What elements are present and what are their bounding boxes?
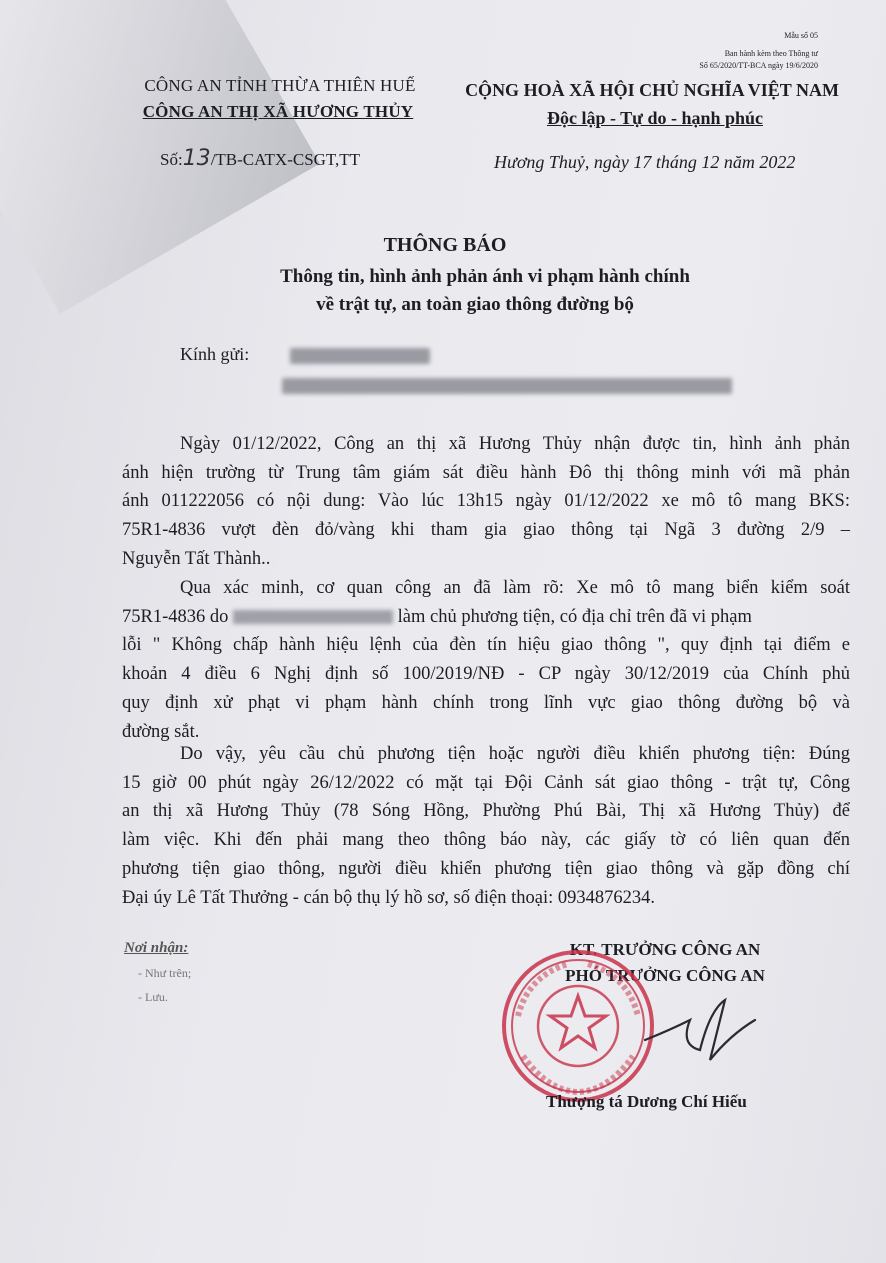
- p2-plate: 75R1-4836 do: [122, 606, 229, 627]
- p2-line6: đường sắt.: [122, 721, 200, 742]
- p2-line2: [122, 603, 850, 632]
- paragraph-1: [122, 430, 850, 574]
- number-prefix: Số:: [160, 150, 183, 169]
- agency-line1: CÔNG AN TỈNH THỪA THIÊN HUẾ: [144, 76, 416, 95]
- p2-line1: Qua xác minh, cơ quan công an đã làm rõ: Xe mô tô mang biển kiểm soát: [180, 578, 850, 598]
- p1-line4: 75R1-4836 vượt đèn đỏ/vàng khi tham gia giao thông tại Ngã 3 đường 2/9 –: [122, 520, 850, 541]
- official-seal: [498, 946, 658, 1106]
- p1-line1: Ngày 01/12/2022, Công an thị xã Hương Thủy nhận được tin, hình ảnh phản: [180, 434, 850, 454]
- redacted-owner-name: [233, 610, 393, 624]
- p2-line3: lỗi " Không chấp hành hiệu lệnh của đèn tín hiệu giao thông ", quy định tại điểm e: [122, 635, 850, 656]
- agency-line2: CÔNG AN THỊ XÃ HƯƠNG THỦY: [142, 102, 414, 121]
- nation-title: CỘNG HOÀ XÃ HỘI CHỦ NGHĨA VIỆT NAM: [465, 80, 839, 100]
- number-handwritten: 13: [182, 146, 211, 171]
- p1-line3: ánh 011222056 có nội dung: Vào lúc 13h15 ngày 01/12/2022 xe mô tô mang BKS:: [122, 491, 850, 512]
- document-subtitle-1: Thông tin, hình ảnh phản ánh vi phạm hành chính: [280, 266, 690, 287]
- salutation: Kính gửi:: [180, 344, 250, 364]
- form-note-line1: Mẫu số 05: [784, 31, 818, 40]
- signer-name: Thượng tá Dương Chí Hiếu: [546, 1092, 747, 1111]
- p3-line4: làm việc. Khi đến phải mang theo thông báo này, các giấy tờ có liên quan đến: [122, 830, 850, 851]
- redacted-recipient-address: [282, 378, 732, 394]
- form-note-line2: Ban hành kèm theo Thông tư: [724, 49, 818, 58]
- paragraph-2: [122, 574, 850, 746]
- signature-line-1: KT. TRƯỞNG CÔNG AN: [569, 940, 761, 959]
- nation-motto: Độc lập - Tự do - hạnh phúc: [546, 108, 764, 128]
- paragraph-3: [122, 740, 850, 912]
- recipients-title: Nơi nhận:: [124, 940, 189, 956]
- p2-line5: quy định xử phạt vi phạm hành chính trong lĩnh vực giao thông đường bộ và: [122, 692, 850, 713]
- signature-line-2: PHÓ TRƯỞNG CÔNG AN: [565, 966, 765, 985]
- recipients-item-2: - Lưu.: [138, 990, 168, 1004]
- form-note-line3: Số 65/2020/TT-BCA ngày 19/6/2020: [699, 61, 818, 70]
- p2-line4: khoản 4 điều 6 Nghị định số 100/2019/NĐ - CP ngày 30/12/2019 của Chính phủ: [122, 664, 850, 685]
- handwritten-signature: [640, 990, 760, 1070]
- recipients-item-1: - Như trên;: [138, 966, 192, 980]
- p1-line2: ánh hiện trường từ Trung tâm giám sát điều hành Đô thị thông minh với mã phản: [122, 462, 850, 483]
- place-date: Hương Thuỷ, ngày 17 tháng 12 năm 2022: [494, 152, 796, 172]
- p1-line5: Nguyễn Tất Thành..: [122, 548, 271, 569]
- p3-line3: an thị xã Hương Thủy (78 Sóng Hồng, Phường Phú Bài, Thị xã Hương Thủy) để: [122, 801, 850, 822]
- p3-line6: Đại úy Lê Tất Thưởng - cán bộ thụ lý hồ sơ, số điện thoại: 0934876234.: [122, 887, 655, 908]
- form-note: [699, 30, 818, 72]
- number-suffix: /TB-CATX-CSGT,TT: [210, 150, 361, 169]
- p3-line2: 15 giờ 00 phút ngày 26/12/2022 có mặt tại Đội Cảnh sát giao thông - trật tự, Công: [122, 772, 850, 793]
- p3-line1: Do vậy, yêu cầu chủ phương tiện hoặc người điều khiển phương tiện: Đúng: [180, 744, 850, 764]
- document-title: THÔNG BÁO: [383, 234, 507, 256]
- p3-line5: phương tiện giao thông, người điều khiển phương tiện giao thông và gặp đồng chí: [122, 858, 850, 879]
- document-subtitle-2: về trật tự, an toàn giao thông đường bộ: [316, 294, 634, 315]
- document-number: [160, 146, 360, 171]
- redacted-recipient-name: [290, 348, 430, 364]
- p2-line2-rest: làm chủ phương tiện, có địa chỉ trên đã vi phạm: [397, 606, 752, 627]
